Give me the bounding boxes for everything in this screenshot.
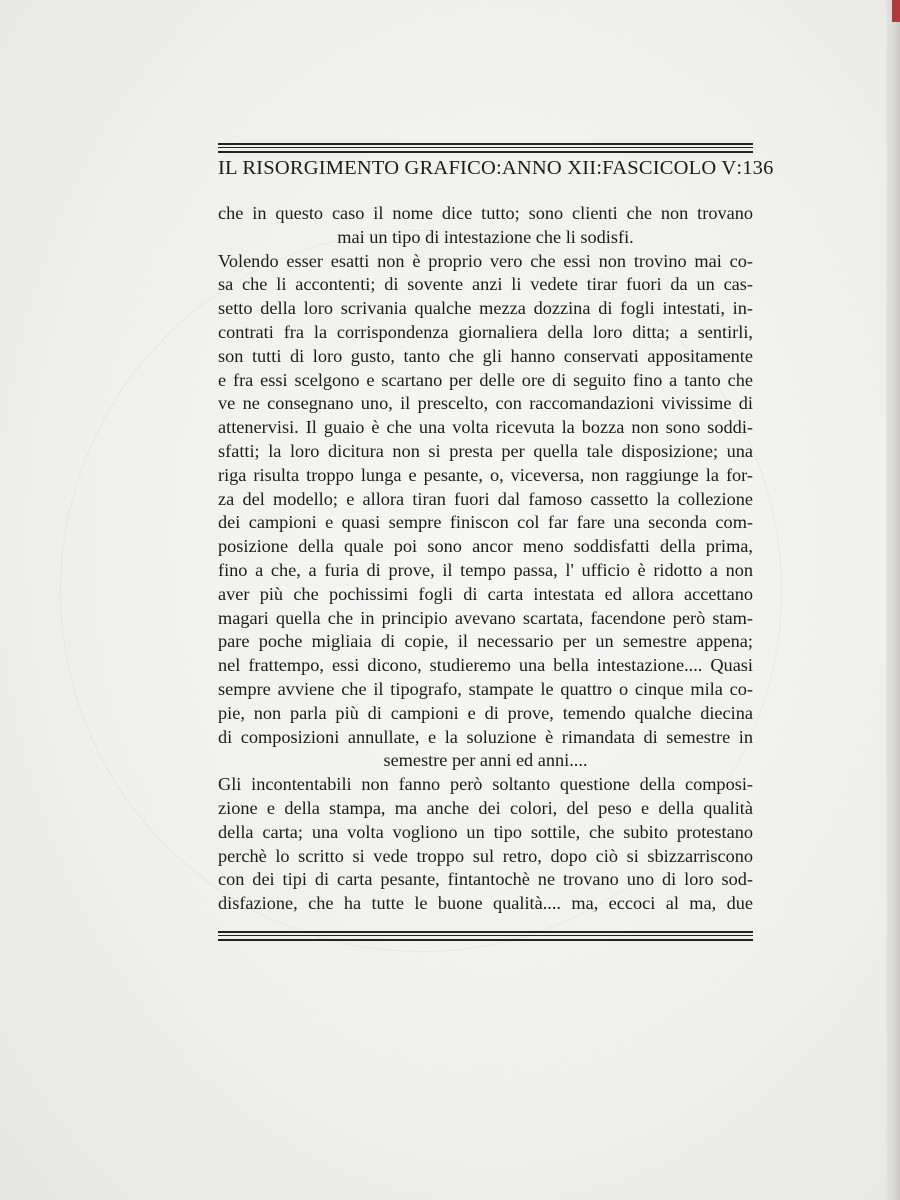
header-rule	[218, 143, 753, 155]
text-line: aver più che pochissimi fogli di carta intestata ed allora accettano	[218, 583, 753, 604]
text-line: con dei tipi di carta pesante, fintantochè ne trovano uno di loro sod-	[218, 869, 753, 890]
text-line: attenervisi. Il guaio è che una volta ricevuta la bozza non sono soddi-	[218, 417, 753, 438]
text-line: son tutti di loro gusto, tanto che gli hanno conservati appositamente	[218, 345, 753, 366]
page-number: 136	[742, 157, 774, 179]
page-edge-mark	[892, 0, 900, 22]
journal-year: ANNO XII	[501, 157, 597, 179]
separator: :	[495, 157, 502, 179]
separator: :	[736, 157, 743, 179]
page-edge	[886, 0, 900, 1200]
text-line: disfazione, che ha tutte le buone qualità.... ma, eccoci al ma, due	[218, 893, 753, 914]
separator: :	[596, 157, 603, 179]
journal-title: IL RISORGIMENTO GRAFICO	[218, 157, 496, 179]
journal-issue: FASCICOLO V	[602, 157, 737, 179]
text-line: pie, non parla più di campioni e di prove, temendo qualche diecina	[218, 702, 753, 723]
text-line: perchè lo scritto si vede troppo sul retro, dopo ciò si sbizzarriscono	[218, 845, 753, 866]
text-line: Gli incontentabili non fanno però soltanto questione della composi-	[218, 774, 753, 795]
text-line: magari quella che in principio avevano scartata, facendone però stam-	[218, 607, 753, 628]
text-line: fino a che, a furia di prove, il tempo passa, l' ufficio è ridotto a non	[218, 559, 753, 580]
text-line: riga risulta troppo lunga e pesante, o, viceversa, non raggiunge la for-	[218, 464, 753, 485]
footer-rule	[218, 931, 753, 943]
text-line: za del modello; e allora tiran fuori dal famoso cassetto la collezione	[218, 488, 753, 509]
text-line: sa che li accontenti; di sovente anzi li vedete tirar fuori da un cas-	[218, 274, 753, 295]
text-line: mai un tipo di intestazione che li sodisfi.	[337, 226, 634, 247]
text-line: nel frattempo, essi dicono, studieremo una bella intestazione.... Quasi	[218, 655, 753, 676]
text-line: dei campioni e quasi sempre finiscon col far fare una seconda com-	[218, 512, 753, 533]
text-line: che in questo caso il nome dice tutto; sono clienti che non trovano	[218, 203, 753, 223]
text-line: posizione della quale poi sono ancor meno soddisfatti della prima,	[218, 536, 753, 557]
body-text	[218, 202, 753, 916]
text-line: contrati fra la corrispondenza giornaliera della loro ditta; a sentirli,	[218, 321, 753, 342]
text-line: pare poche migliaia di copie, il necessario per un semestre appena;	[218, 631, 753, 652]
text-line: zione e della stampa, ma anche dei colori, del peso e della qualità	[218, 797, 753, 818]
text-line: sempre avviene che il tipografo, stampate le quattro o cinque mila co-	[218, 678, 753, 699]
text-line: ve ne consegnano uno, il prescelto, con raccomandazioni vivissime di	[218, 393, 753, 414]
text-line: sfatti; la loro dicitura non si presta per quella tale disposizione; una	[218, 440, 753, 461]
text-line: setto della loro scrivania qualche mezza dozzina di fogli intestati, in-	[218, 298, 753, 319]
text-line: semestre per anni ed anni....	[383, 750, 588, 771]
text-line: Volendo esser esatti non è proprio vero che essi non trovino mai co-	[218, 250, 753, 271]
running-head	[218, 157, 774, 180]
text-line: di composizioni annullate, e la soluzione è rimandata di semestre in	[218, 726, 753, 747]
text-line: e fra essi scelgono e scartano per delle ore di seguito fino a tanto che	[218, 369, 753, 390]
text-line: della carta; una volta vogliono un tipo sottile, che subito protestano	[218, 821, 753, 842]
